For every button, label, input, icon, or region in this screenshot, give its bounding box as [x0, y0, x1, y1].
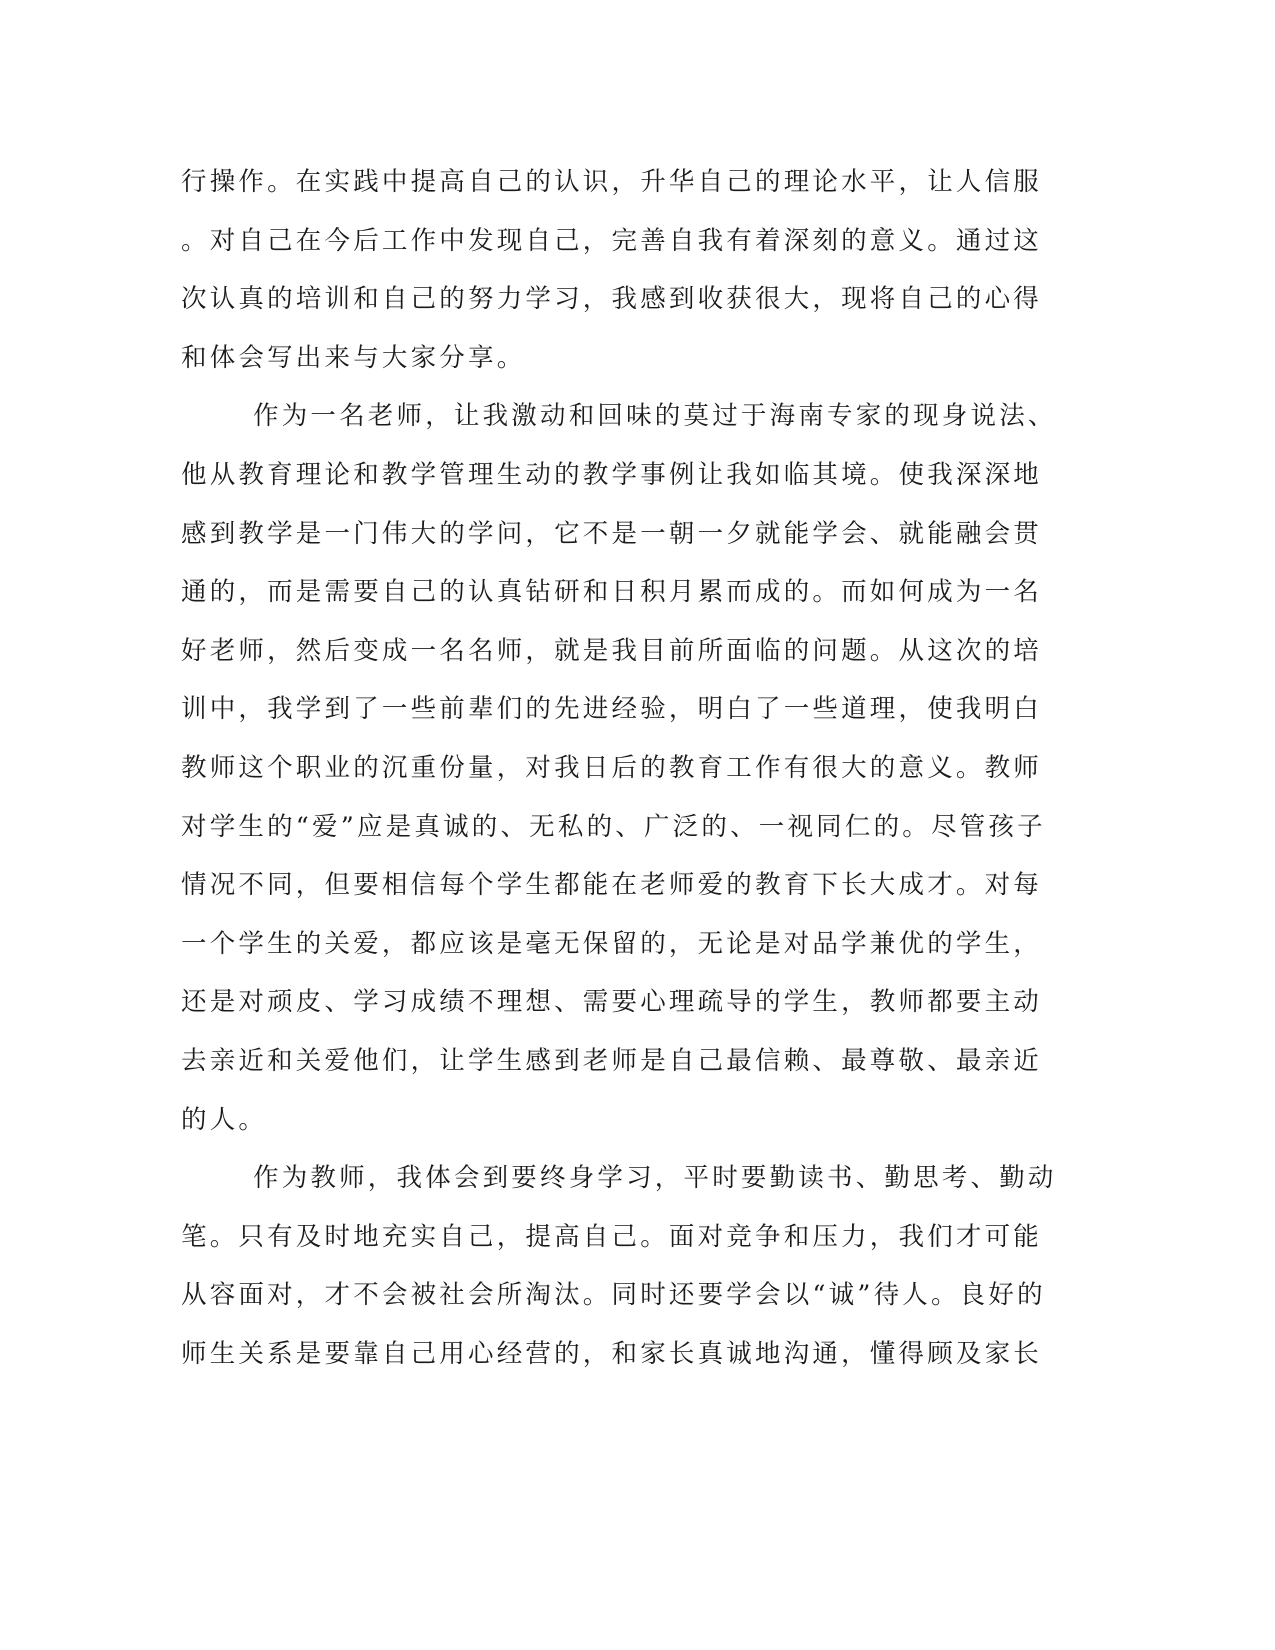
paragraph-start-line: 作为教师，我体会到要终身学习，平时要勤读书、勤思考、勤动: [253, 1163, 1057, 1194]
body-text: [181, 159, 1057, 1389]
text-line: 和体会写出来与大家分享。: [181, 342, 526, 373]
text-line: 师生关系是要靠自己用心经营的，和家长真诚地沟通，懂得顾及家长: [181, 1338, 1043, 1369]
text-line: 训中，我学到了一些前辈们的先进经验，明白了一些道理，使我明白: [181, 694, 1043, 725]
text-line: 从容面对，才不会被社会所淘汰。同时还要学会以“诚”待人。良好的: [181, 1280, 1046, 1311]
text-line: 一个学生的关爱，都应该是毫无保留的，无论是对品学兼优的学生，: [181, 928, 1043, 959]
text-line: 教师这个职业的沉重份量，对我日后的教育工作有很大的意义。教师: [181, 752, 1043, 783]
text-line: 的人。: [181, 1104, 268, 1135]
text-line: 他从教育理论和教学管理生动的教学事例让我如临其境。使我深深地: [181, 459, 1043, 490]
paragraph-start-line: 作为一名老师，让我激动和回味的莫过于海南专家的现身说法、: [253, 401, 1057, 432]
text-line: 对学生的“爱”应是真诚的、无私的、广泛的、一视同仁的。尽管孩子: [181, 811, 1046, 842]
text-line: 感到教学是一门伟大的学问，它不是一朝一夕就能学会、就能融会贯: [181, 518, 1043, 549]
text-line: 情况不同，但要相信每个学生都能在老师爱的教育下长大成才。对每: [181, 870, 1043, 901]
text-line: 笔。只有及时地充实自己，提高自己。面对竞争和压力，我们才可能: [181, 1221, 1043, 1252]
text-line: 行操作。在实践中提高自己的认识，升华自己的理论水平，让人信服: [181, 167, 1043, 197]
text-line: 好老师，然后变成一名名师，就是我目前所面临的问题。从这次的培: [181, 635, 1043, 666]
text-line: 次认真的培训和自己的努力学习，我感到收获很大，现将自己的心得: [181, 284, 1043, 315]
text-line: 去亲近和关爱他们，让学生感到老师是自己最信赖、最尊敬、最亲近: [181, 1045, 1043, 1076]
text-line: 还是对顽皮、学习成绩不理想、需要心理疏导的学生，教师都要主动: [181, 987, 1043, 1018]
text-line: 。对自己在今后工作中发现自己，完善自我有着深刻的意义。通过这: [181, 225, 1043, 256]
text-line: 通的，而是需要自己的认真钻研和日积月累而成的。而如何成为一名: [181, 577, 1043, 608]
